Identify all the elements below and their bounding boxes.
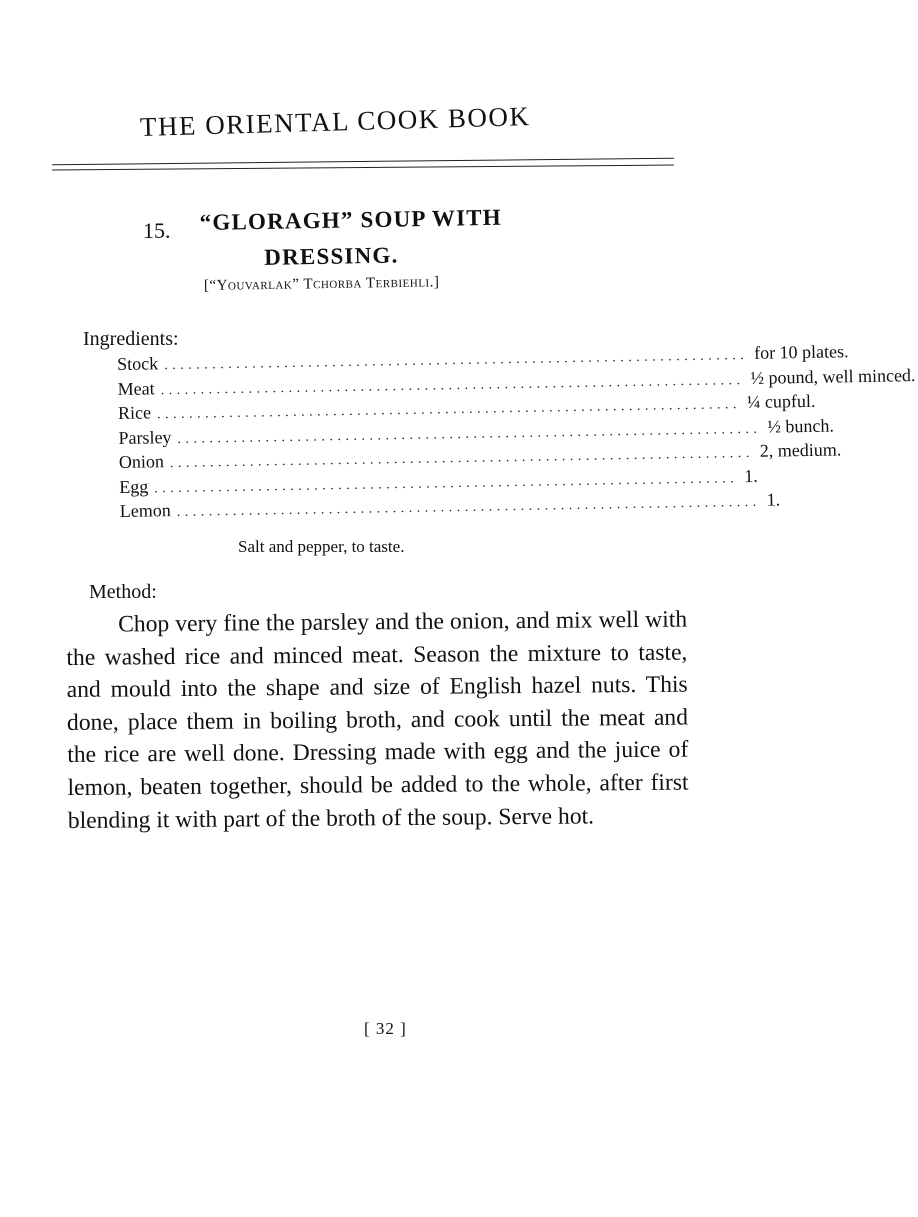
- running-header: THE ORIENTAL COOK BOOK: [139, 101, 531, 142]
- dot-leader: .........................................................................: [156, 397, 742, 423]
- recipe-subtitle: [“Youvarlak” Tchorba Terbiehli.]: [203, 274, 440, 294]
- dot-leader: .........................................................................: [160, 372, 745, 398]
- method-paragraph: Chop very fine the parsley and the onion, and mix well with the washed rice and minced meat. Season the mixture to taste, and mould into the shape and size of English hazel nuts. This done, place them in boiling broth, and cook until the meat and the rice are well done. Dressing made with egg and the juice of lemon, beaten together, should be added to the whole, after first blending it with part of the broth of the soup. Serve hot.: [66, 606, 689, 834]
- method-heading: Method:: [89, 581, 157, 603]
- seasoning-note: Salt and pepper, to taste.: [238, 537, 405, 556]
- ingredient-name: Onion: [118, 451, 165, 472]
- ingredient-amount: for 10 plates.: [753, 341, 849, 363]
- ingredient-name: Egg: [119, 475, 149, 497]
- ingredient-amount: 2, medium.: [759, 439, 842, 461]
- dot-leader: .........................................................................: [176, 494, 761, 520]
- ingredients-list: [117, 341, 916, 525]
- ingredient-name: Lemon: [119, 500, 171, 521]
- ingredient-name: Meat: [117, 377, 155, 399]
- recipe-title: [199, 198, 590, 277]
- dot-leader: .........................................................................: [164, 347, 749, 374]
- ingredient-name: Parsley: [118, 426, 172, 448]
- recipe-title-line1: “GLORAGH” SOUP WITH: [199, 204, 503, 236]
- ingredient-name: Rice: [117, 402, 152, 423]
- ingredient-amount: 1.: [766, 489, 781, 510]
- ingredient-amount: ½ bunch.: [767, 415, 835, 437]
- dot-leader: .........................................................................: [154, 470, 739, 496]
- header-rule-bottom: [52, 165, 674, 171]
- dot-leader: .........................................................................: [169, 445, 754, 472]
- header-rule-top: [52, 158, 674, 166]
- page-number: [ 32 ]: [364, 1019, 407, 1038]
- ingredient-amount: ¼ cupful.: [746, 390, 816, 413]
- recipe-number: 15.: [143, 218, 171, 243]
- ingredients-heading: Ingredients:: [83, 328, 179, 350]
- recipe-title-line2: DRESSING.: [264, 242, 399, 270]
- ingredient-name: Stock: [117, 353, 159, 374]
- dot-leader: .........................................................................: [177, 421, 762, 447]
- ingredient-amount: 1.: [744, 465, 758, 486]
- ingredient-amount: ½ pound, well minced.: [750, 364, 916, 388]
